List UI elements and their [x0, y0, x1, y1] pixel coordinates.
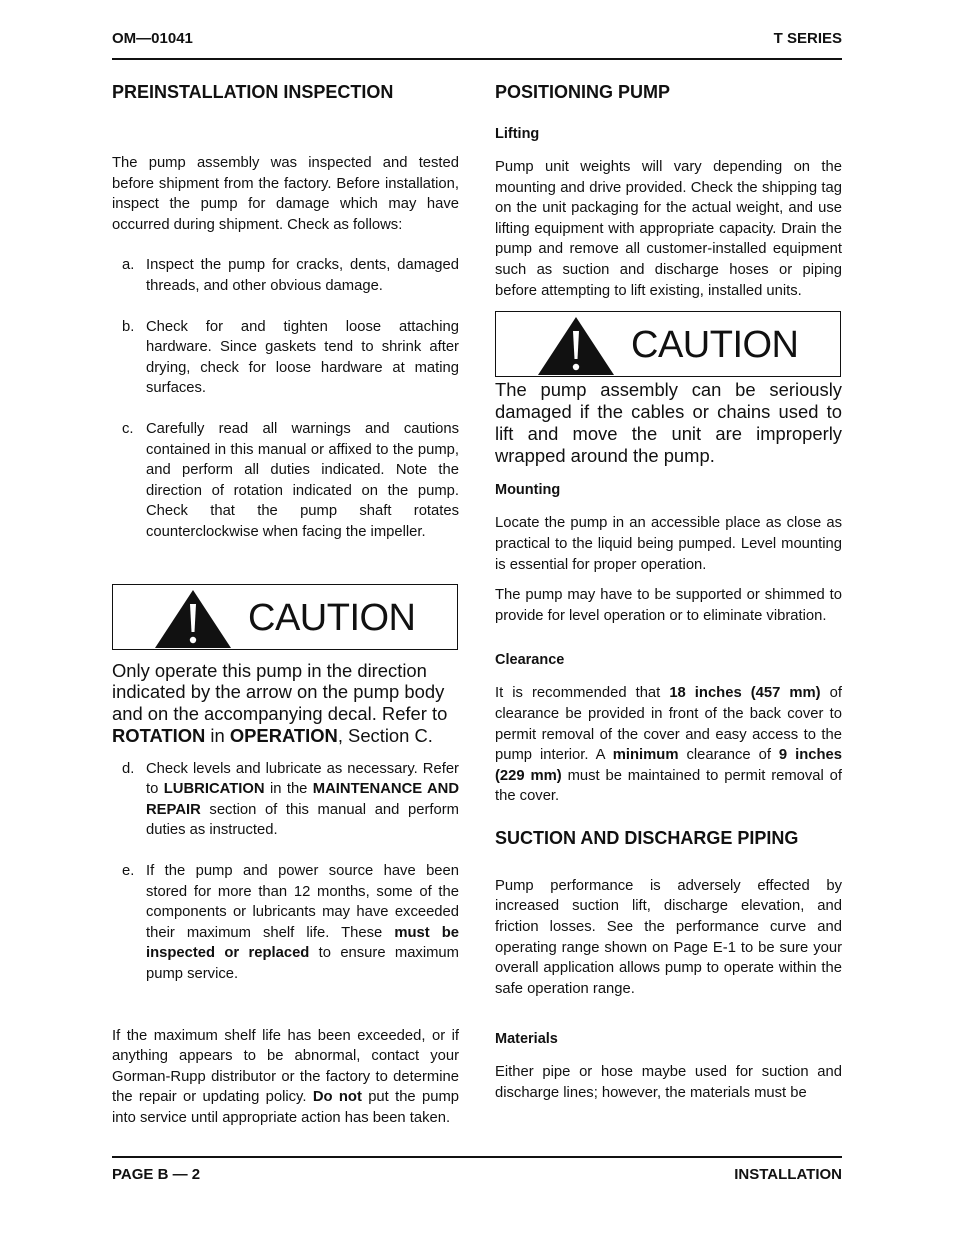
header-rule: [112, 58, 842, 60]
mounting-paragraph-2: The pump may have to be supported or shimmed to provide for level operation or to eliminate vibration.: [495, 587, 842, 624]
page-number: PAGE B — 2: [112, 1166, 201, 1183]
subtitle-clearance: Clearance: [495, 652, 565, 669]
caution-box-right: [495, 311, 841, 377]
list-item-a: a. Inspect the pump for cracks, dents, damaged threads, and other obvious damage.: [122, 257, 459, 294]
caution-text-left: Only operate this pump in the direction indicated by the arrow on the pump body and on the accompanying decal. Refer to ROTATION in OPERATION, Section C.: [112, 659, 448, 746]
caution-word: CAUTION: [248, 596, 416, 639]
list-item-c: c. Carefully read all warnings and cautions contained in this manual or affixed to the pump, and perform all duties indicated. Note the direction of rotation indicated on the pump. Check that the pump shaft rotates counterclockwise when facing the impeller.: [122, 420, 459, 540]
materials-paragraph: Either pipe or hose maybe used for suction and discharge lines; however, the materials must be: [495, 1064, 842, 1102]
subtitle-mounting: Mounting: [495, 482, 561, 499]
subtitle-lifting: Lifting: [495, 126, 540, 142]
series-label: T SERIES: [773, 30, 842, 47]
right-column: [495, 81, 842, 1104]
section-title-positioning: POSITIONING PUMP: [495, 82, 671, 102]
caution-text-right: The pump assembly can be seriously damaged if the cables or chains used to lift and move the unit are improperly wrapped around the pump.: [495, 379, 842, 466]
lifting-paragraph: Pump unit weights will vary depending on the mounting and drive provided. Check the shipping tag on the unit packaging for the actual weight, and use lifting equipment with appropriate capacity. Drain the pump and remove all customer-installed equipment such as suction and discharge hoses or piping before attempting to lift existing, installed units.: [495, 159, 842, 299]
clearance-paragraph: It is recommended that 18 inches (457 mm) of clearance be provided in front of the back cover to permit removal of the cover and easy access to the pump interior. A minimum clearance of 9 inches (229 mm) must be maintained to permit removal of the cover.: [495, 685, 843, 805]
footer-rule: [112, 1156, 842, 1158]
left-column: [112, 81, 459, 1129]
mounting-paragraph-1: Locate the pump in an accessible place as close as practical to the liquid being pumped. Level mounting is essential for proper operation.: [495, 515, 842, 573]
intro-paragraph: The pump assembly was inspected and tested before shipment from the factory. Before installation, inspect the pump for damage which may have occurred during shipment. Check as follows:: [112, 155, 459, 233]
list-item-d: d. Check levels and lubricate as necessary. Refer to LUBRICATION in the MAINTENANCE AND REPAIR section of this manual and perform duties as instructed.: [122, 760, 460, 839]
doc-number: OM—01041: [112, 30, 193, 47]
caution-word: CAUTION: [631, 324, 799, 367]
section-title-piping: SUCTION AND DISCHARGE PIPING: [495, 827, 799, 848]
section-name: INSTALLATION: [734, 1166, 842, 1183]
subtitle-materials: Materials: [495, 1031, 558, 1048]
section-title-preinstallation: PREINSTALLATION INSPECTION: [112, 82, 394, 102]
caution-box-left: [112, 584, 458, 650]
list-item-b: b. Check for and tighten loose attaching hardware. Since gaskets tend to shrink after drying, check for loose hardware at mating surfaces.: [122, 318, 459, 397]
warning-triangle-icon: [536, 315, 616, 377]
closing-paragraph: If the maximum shelf life has been exceeded, or if anything appears to be abnormal, contact your Gorman-Rupp distributor or the factory to determine the repair or updating policy. Do not put the pump into service until appropriate action has been taken.: [112, 1027, 460, 1126]
warning-triangle-icon: [153, 588, 233, 650]
list-item-e: e. If the pump and power source have been stored for more than 12 months, some of the components or lubricants may have exceeded their maximum shelf life. These must be inspected or replaced to ensure maximum pump service.: [122, 863, 460, 983]
piping-paragraph: Pump performance is adversely effected by increased suction lift, discharge elevation, and friction losses. See the performance curve and operating range shown on Page E-1 to be sure your overall application allows pump to operate within the safe operation range.: [495, 877, 842, 997]
